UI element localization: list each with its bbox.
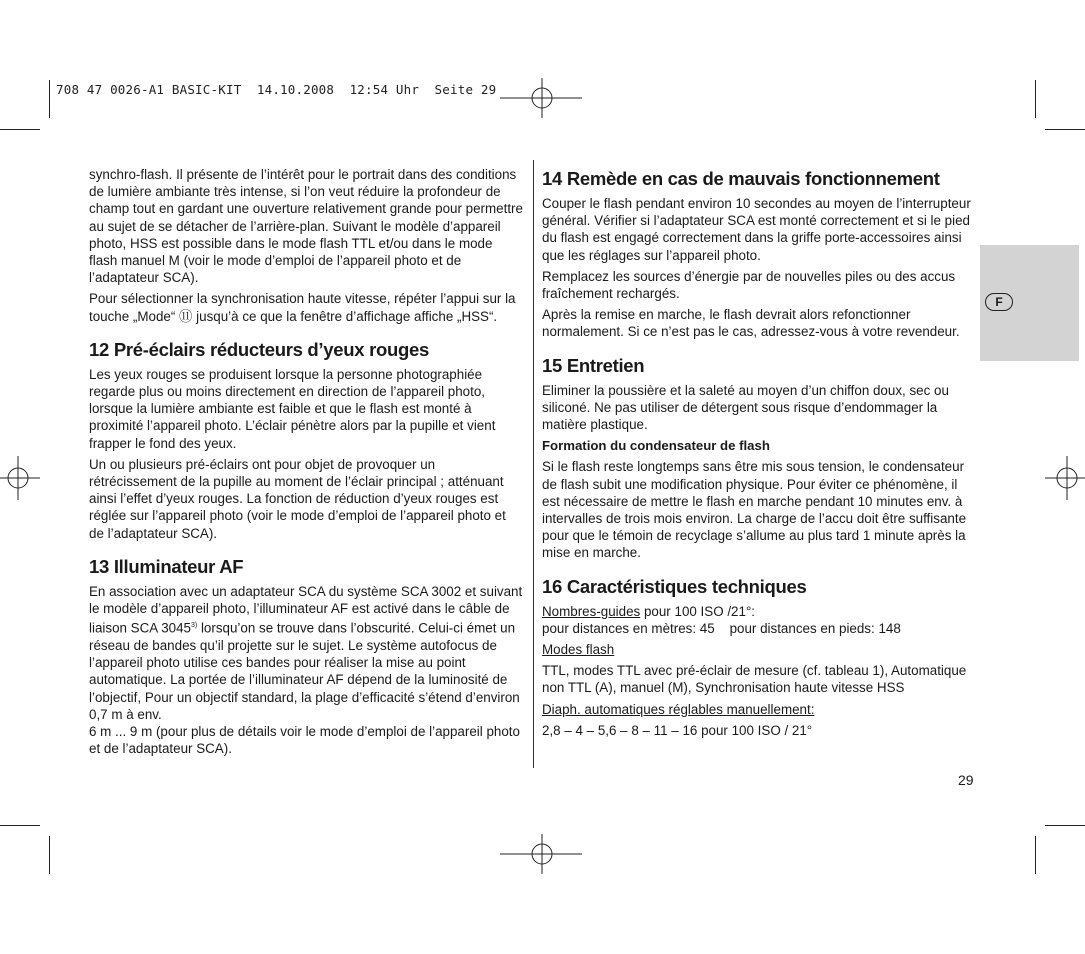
left-column [89,166,523,761]
crop-mark [1045,825,1085,826]
column-divider [533,160,534,768]
registration-mark-top [500,78,584,118]
paragraph: Si le flash reste longtemps sans être mis sous tension, le condensateur de flash subit une modification physique. Pour éviter ce phénomène, il est nécessaire de mettre le flash en marche pendant 10 minutes env. à intervalles de trois mois environ. La charge de l’accu doit être suffisante pour que le témoin de recyclage s’allume au plus tard 1 minute après la mise en marche. [542,459,967,561]
section-heading: 16 Caractéristiques techniques [542,575,807,597]
paragraph: Après la remise en marche, le flash devrait alors refonctionner normalement. Si ce n’est pas le cas, adressez-vous à votre revendeur. [542,307,960,340]
crop-mark [1035,836,1036,874]
spec-line: TTL, modes TTL avec pré-éclair de mesure (cf. tableau 1), Automatique non TTL (A), manuel (M), Synchronisation haute vitesse HSS [542,663,967,696]
section-heading: 12 Pré-éclairs réducteurs d’yeux rouges [89,338,429,360]
registration-mark-bottom [500,834,584,874]
paragraph: 6 m ... 9 m (pour plus de détails voir le mode d’emploi de l’appareil photo et de l’adaptateur SCA). [89,723,520,757]
language-badge: F [985,293,1013,311]
spec-label: Diaph. automatiques réglables manuellement: [542,701,815,717]
crop-mark [1035,80,1036,118]
print-slug: 708 47 0026-A1 BASIC-KIT 14.10.2008 12:54 Uhr Seite 29 [56,82,497,97]
language-tab [980,245,1079,361]
spec-text: pour 100 ISO /21°: [640,603,756,619]
paragraph: Remplacez les sources d’énergie par de nouvelles piles ou des accus fraîchement rechargés. [542,268,956,302]
section-heading: 14 Remède en cas de mauvais fonctionnement [542,168,940,189]
registration-mark-right [1045,456,1085,500]
section-heading: 15 Entretien [542,354,645,376]
crop-mark [1045,129,1085,130]
crop-mark [0,825,40,826]
footnote-ref: 3) [191,622,198,630]
section-heading: 13 Illuminateur AF [89,555,244,577]
paragraph: Eliminer la poussière et la saleté au moyen d’un chiffon doux, sec ou siliconé. Ne pas utiliser de détergent sous risque d’endommager la matière plastique. [542,382,949,433]
paragraph [89,583,523,723]
spec-line: pour distances en mètres: 45 pour distances en pieds: 148 [542,620,901,636]
paragraph: Couper le flash pendant environ 10 secondes au moyen de l’interrupteur général. Vérifier si l’adaptateur SCA est monté correctement et si le pied du flash est engagé correctement dans la griffe porte-accessoires ainsi que les réglages sur l’appareil photo. [542,196,971,263]
crop-mark [49,836,50,874]
text-run: En association avec un adaptateur SCA du système SCA 3002 et suivant le modèle d’appareil photo, l’illuminateur AF est activé dans le câble de liaison SCA 3045 [89,583,523,636]
paragraph: Un ou plusieurs pré-éclairs ont pour objet de provoquer un rétrécissement de la pupille au moment de l’éclair principal ; atténuant ainsi l’effet d’yeux rouges. La fonction de réduction d’yeux rouges est réglée sur l’appareil photo (voir le mode d’emploi de l’appareil photo et de l’adaptateur SCA). [89,456,506,541]
spec-line [542,603,978,620]
paragraph: Pour sélectionner la synchronisation haute vitesse, répéter l’appui sur la touche „Mode“ ⑪ jusqu’à ce que la fenêtre d’affichage affiche „HSS“. [89,291,516,324]
subheading: Formation du condensateur de flash [542,438,770,454]
spec-line: 2,8 – 4 – 5,6 – 8 – 11 – 16 pour 100 ISO / 21° [542,722,813,738]
right-column [542,154,978,743]
crop-mark [49,80,50,118]
paragraph: synchro-flash. Il présente de l’intérêt pour le portrait dans des conditions de lumière ambiante très intense, si l’on veut réduire la profondeur de champ tout en gardant une ouverture relativement grande pour permettre au sujet de se détacher de l’arrière-plan. Suivant le modèle d’appareil photo, HSS est possible dans le mode flash TTL et/ou dans le mode flash manuel M (voir le mode d’emploi de l’appareil photo et de l’adaptateur SCA). [89,167,523,286]
registration-mark-left [0,456,40,500]
text-run: lorsqu’on se trouve dans l’obscurité. Celui-ci émet un réseau de bandes qu’il projette sur le sujet. Le système autofocus de l’appareil photo utilise ces bandes pour réaliser la mise au point automatique. La portée de l’illuminateur AF dépend de la luminosité de l’objectif, Pour un objectif standard, la plage d’efficacité s’étend d’environ 0,7 m à env. [89,620,520,722]
paragraph: Les yeux rouges se produisent lorsque la personne photographiée regarde plus ou moins directement en direction de l’appareil photo, lorsque la lumière ambiante est faible et que le flash est monté à proximité l’appareil photo. L’éclair pénètre alors par la pupille et vient frapper le fond des yeux. [89,366,496,451]
spec-label: Modes flash [542,642,615,658]
page-number: 29 [958,772,974,788]
spec-label: Nombres-guides [542,603,641,619]
crop-mark [0,129,40,130]
